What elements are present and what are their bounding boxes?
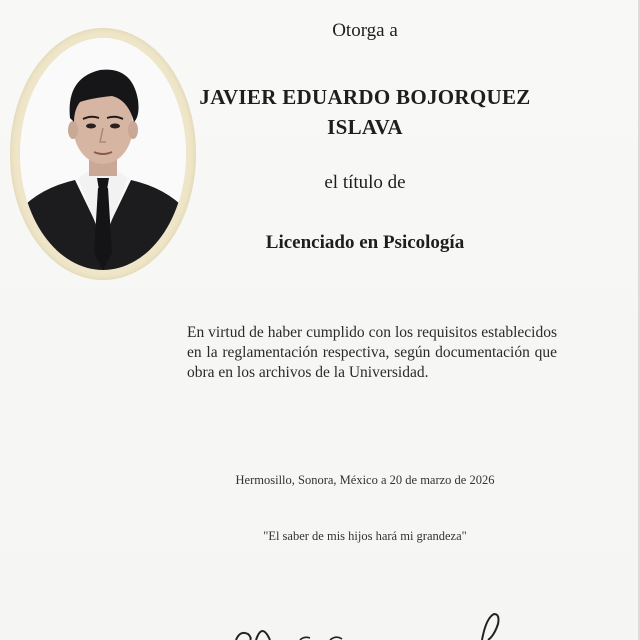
university-motto: "El saber de mis hijos hará mi grandeza" xyxy=(263,529,467,543)
title-intro-text: el título de xyxy=(324,172,406,193)
intro-text: Otorga a xyxy=(332,20,398,41)
degree-name: Licenciado en Psicología xyxy=(265,232,465,253)
signature-strokes xyxy=(0,600,640,640)
recipient-name: JAVIER EDUARDO BOJORQUEZ ISLAVA xyxy=(199,85,531,139)
portrait-photo xyxy=(20,38,186,270)
portrait-image xyxy=(20,38,186,270)
statement-paragraph: En virtud de haber cumplido con los requisitos establecidos en la reglamentación respectiva, según documentación que obra en los archivos de la Universidad. xyxy=(187,324,557,381)
place-and-date: Hermosillo, Sonora, México a 20 de marzo de 2026 xyxy=(235,473,495,487)
